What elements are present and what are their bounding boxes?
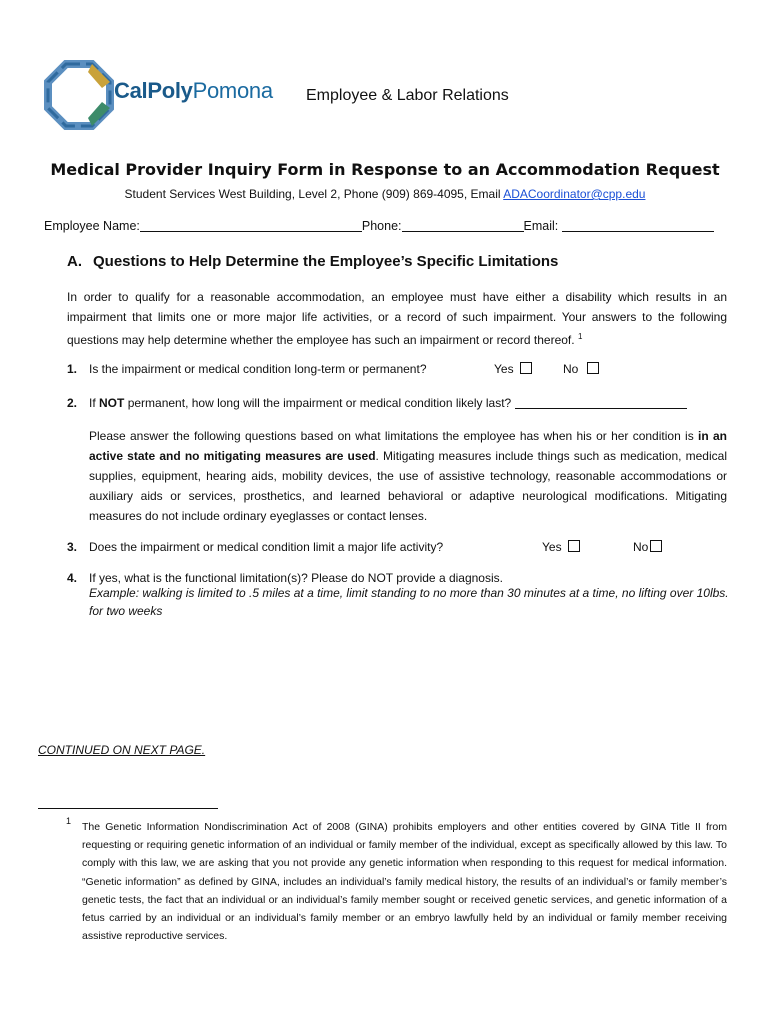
q3-no-checkbox[interactable] — [650, 540, 662, 552]
email-label: Email: — [523, 219, 562, 233]
q1-text: Is the impairment or medical condition long-term or permanent? — [89, 362, 427, 376]
q2-number: 2. — [67, 396, 78, 410]
q1-yes-checkbox[interactable] — [520, 362, 532, 374]
footnote-divider — [38, 808, 218, 809]
q2-text: If NOT permanent, how long will the impairment or medical condition likely last? — [89, 396, 687, 410]
q3-text: Does the impairment or medical condition limit a major life activity? — [89, 540, 444, 554]
continued-note: CONTINUED ON NEXT PAGE. — [38, 743, 206, 757]
form-title: Medical Provider Inquiry Form in Response to an Accommodation Request — [50, 160, 720, 179]
section-a-intro: In order to qualify for a reasonable accommodation, an employee must have either a disability which results in an impairment that limits one or more major life activities, or a record of such impairment. Your answers to the following questions may help determine whether the employee has such an impairment or record thereof. $^1$ — [67, 290, 727, 347]
department-title: Employee & Labor Relations — [306, 87, 509, 104]
octagon-logo-icon — [44, 60, 114, 130]
employee-fields — [44, 219, 714, 233]
q1-number: 1. — [67, 362, 78, 376]
q3-yes-option[interactable]: Yes — [542, 540, 580, 554]
footnote-ref: 1 — [577, 332, 583, 341]
phone-field[interactable] — [402, 219, 524, 232]
mitigating-instructions: Please answer the following questions based on what limitations the employee has when his or her condition is in an active state and no mitigating measures are used. Mitigating measures include things such as medication, medical supplies, equipment, hearing aids, mobility devices, the use of assistive technology, reasonable accommodations or auxiliary aids or services, prosthetics, and learned behavioral or adaptive neurological modifications. Mitigating measures do not include ordinary eyeglasses or contact lenses. — [89, 429, 727, 523]
q1-yes-option[interactable]: Yes — [494, 362, 532, 376]
q1-no-option[interactable]: No — [563, 362, 599, 376]
employee-name-label: Employee Name: — [44, 219, 140, 233]
q3-number: 3. — [67, 540, 78, 554]
q2-duration-field[interactable] — [515, 396, 687, 409]
q1-no-checkbox[interactable] — [587, 362, 599, 374]
logo-wordmark: CalPolyPomona — [114, 78, 273, 103]
section-a-heading: A. Questions to Help Determine the Employee’s Specific Limitations — [67, 253, 559, 270]
q4-number: 4. — [67, 571, 78, 585]
employee-name-field[interactable] — [140, 219, 362, 232]
q3-no-option[interactable]: No — [633, 540, 662, 554]
phone-label: Phone: — [361, 219, 402, 233]
q4-example: Example: walking is limited to .5 miles at a time, limit standing to no more than 30 minutes at a time, no lifting over 10lbs. for two weeks — [89, 586, 729, 618]
footnote-mark: 1 — [66, 816, 72, 826]
q3-yes-checkbox[interactable] — [568, 540, 580, 552]
email-field[interactable] — [562, 219, 714, 232]
footnote-text: The Genetic Information Nondiscrimination Act of 2008 (GINA) prohibits employers and other entities covered by GINA Title II from requesting or requiring genetic information of an individual or family member of the individual, except as specifically allowed by this law. To comply with this law, we are asking that you not provide any genetic information when responding to this request for medical information. “Genetic information” as defined by GINA, includes an individual’s family medical history, the results of an individual’s or family member’s genetic tests, the fact that an individual or an individual’s family member sought or received genetic services, and genetic information of a fetus carried by an individual or an individual’s family member or an embryo lawfully held by an individual or family member receiving assistive reproductive services. — [82, 821, 727, 943]
office-address: Student Services West Building, Level 2, Phone (909) 869-4095, Email ADACoordinator@cpp.edu — [124, 187, 646, 201]
email-link[interactable]: ADACoordinator@cpp.edu — [503, 187, 646, 201]
q4-text: If yes, what is the functional limitation(s)? Please do NOT provide a diagnosis. — [89, 571, 503, 585]
calpolypomona-logo — [44, 60, 284, 130]
